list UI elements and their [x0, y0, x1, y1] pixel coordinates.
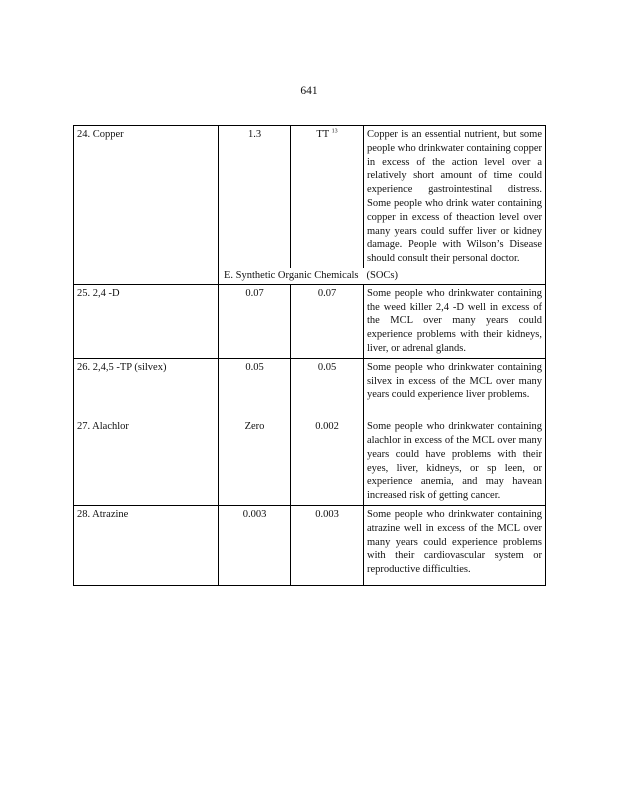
health-effects-text: Some people who drinkwater containing alachlor in excess of the MCL over many years could have problems with their eyes, liver, kidneys, or sp leen, or experience anemia, and may havean increased risk of getting cancer.	[364, 418, 546, 505]
mcl-value: 0.05	[291, 358, 364, 404]
row-spacer	[74, 404, 546, 418]
mclg-value: 1.3	[219, 126, 291, 268]
table-row-atrazine	[74, 505, 546, 585]
contaminant-name: 27. Alachlor	[74, 418, 219, 505]
mclg-value: 0.003	[219, 505, 291, 585]
table-row-silvex	[74, 358, 546, 404]
mcl-value	[291, 126, 364, 268]
section-abbreviation: (SOCs)	[364, 268, 546, 284]
health-effects-text: Some people who drinkwater containing atrazine well in excess of the MCL over many years could experience problems with their cardiovascular system or reproductive difficulties.	[364, 505, 546, 585]
contaminant-name: 25. 2,4 -D	[74, 284, 219, 358]
page-number: 641	[300, 85, 318, 97]
mclg-value: 0.05	[219, 358, 291, 404]
health-effects-text: Some people who drinkwater containing silvex in excess of the MCL over many years could experience liver problems.	[364, 358, 546, 404]
section-title: E. Synthetic Organic Chemicals	[219, 268, 364, 284]
mcl-text: TT	[316, 129, 329, 140]
mcl-value: 0.003	[291, 505, 364, 585]
mcl-value: 0.002	[291, 418, 364, 505]
mclg-value: Zero	[219, 418, 291, 505]
mcl-value: 0.07	[291, 284, 364, 358]
contaminant-name: 24. Copper	[74, 126, 219, 268]
table-row-alachlor	[74, 418, 546, 505]
section-heading-row	[74, 268, 546, 284]
footnote-marker: 13	[331, 128, 338, 135]
contaminant-table	[73, 125, 546, 586]
table-row-2-4-d	[74, 284, 546, 358]
table-row-copper	[74, 126, 546, 268]
contaminant-name: 28. Atrazine	[74, 505, 219, 585]
health-effects-text: Some people who drinkwater containing the weed killer 2,4 -D well in excess of the MCL over many years could experience problems with their kidneys, liver, or adrenal glands.	[364, 284, 546, 358]
health-effects-text: Copper is an essential nutrient, but some people who drinkwater containing copper in excess of the action level over a relatively short amount of time could experience gastrointestinal distress. Some people who drink water containing copper in excess of theaction level over many years could suffer liver or kidney damage. People with Wilson’s Disease should consult their personal doctor.	[364, 126, 546, 268]
contaminant-name: 26. 2,4,5 -TP (silvex)	[74, 358, 219, 404]
mclg-value: 0.07	[219, 284, 291, 358]
